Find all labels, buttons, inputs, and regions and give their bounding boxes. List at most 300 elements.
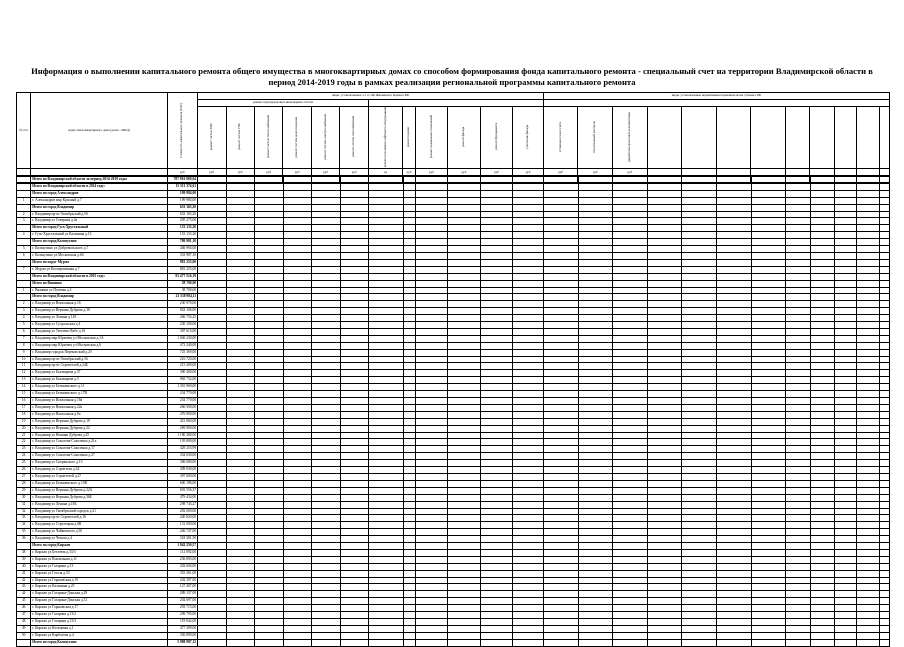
row-number: 2 bbox=[17, 301, 31, 308]
row-cell bbox=[255, 197, 283, 204]
row-cell bbox=[879, 349, 889, 356]
row-cell bbox=[198, 473, 226, 480]
row-cell bbox=[340, 460, 368, 467]
row-cell bbox=[340, 252, 368, 259]
row-cell bbox=[415, 190, 448, 197]
row-cell bbox=[480, 308, 513, 315]
row-cell bbox=[403, 473, 415, 480]
row-cell bbox=[751, 391, 786, 398]
table-row bbox=[17, 384, 890, 391]
row-cell bbox=[448, 453, 481, 460]
row-cell bbox=[255, 605, 283, 612]
row-cell bbox=[578, 570, 613, 577]
row-cell bbox=[513, 315, 544, 322]
row-cell bbox=[403, 363, 415, 370]
header-col: ремонт систем ХВС bbox=[198, 106, 226, 169]
row-cell bbox=[613, 349, 648, 356]
row-cell bbox=[448, 328, 481, 335]
row-cell bbox=[543, 453, 578, 460]
header-unit: руб bbox=[226, 169, 254, 176]
row-cell bbox=[857, 494, 879, 501]
row-address: г. Киржач ул Гагарина д.13 bbox=[31, 563, 167, 570]
row-cell bbox=[810, 197, 834, 204]
row-cell bbox=[879, 556, 889, 563]
row-cell bbox=[578, 398, 613, 405]
row-cell bbox=[751, 322, 786, 329]
row-cell bbox=[543, 342, 578, 349]
row-cell bbox=[283, 308, 311, 315]
row-cell bbox=[415, 183, 448, 190]
row-cell bbox=[647, 480, 682, 487]
table-row bbox=[17, 501, 890, 508]
row-cell bbox=[368, 584, 403, 591]
row-cell bbox=[786, 266, 810, 273]
row-cell bbox=[810, 625, 834, 632]
row-cell bbox=[368, 522, 403, 529]
row-cell bbox=[834, 612, 856, 619]
row-cell bbox=[368, 294, 403, 301]
row-cell bbox=[513, 411, 544, 418]
row-cell bbox=[751, 425, 786, 432]
row-cell bbox=[879, 183, 889, 190]
row-cell bbox=[283, 619, 311, 626]
row-cell bbox=[403, 328, 415, 335]
row-cell bbox=[448, 183, 481, 190]
row-number bbox=[17, 239, 31, 246]
row-cell bbox=[716, 425, 751, 432]
row-cell bbox=[255, 232, 283, 239]
row-cell bbox=[613, 391, 648, 398]
row-cell bbox=[716, 356, 751, 363]
row-cell bbox=[480, 570, 513, 577]
row-cell bbox=[415, 473, 448, 480]
table-header bbox=[16, 92, 890, 183]
header-unit: руб bbox=[283, 169, 311, 176]
row-number: 9 bbox=[17, 349, 31, 356]
row-number: 8 bbox=[17, 342, 31, 349]
row-cell bbox=[283, 563, 311, 570]
row-cell bbox=[879, 411, 889, 418]
row-cell bbox=[198, 501, 226, 508]
row-cell bbox=[834, 556, 856, 563]
row-cell bbox=[255, 308, 283, 315]
row-cell bbox=[448, 411, 481, 418]
row-cell bbox=[513, 529, 544, 536]
row-cell bbox=[716, 522, 751, 529]
row-cell bbox=[255, 529, 283, 536]
row-cell bbox=[879, 322, 889, 329]
row-cell bbox=[834, 515, 856, 522]
row-number: 21 bbox=[17, 432, 31, 439]
row-cell bbox=[682, 522, 717, 529]
row-cell bbox=[578, 480, 613, 487]
row-cell bbox=[647, 577, 682, 584]
row-cell bbox=[403, 349, 415, 356]
row-cell bbox=[255, 411, 283, 418]
row-cell bbox=[834, 232, 856, 239]
row-cell bbox=[255, 508, 283, 515]
row-cell bbox=[682, 377, 717, 384]
row-address: Итого по Вязники bbox=[31, 280, 167, 287]
row-cell bbox=[647, 349, 682, 356]
table-row bbox=[17, 377, 890, 384]
row-cell bbox=[403, 460, 415, 467]
row-cell bbox=[513, 577, 544, 584]
row-cell bbox=[786, 446, 810, 453]
row-cell bbox=[810, 577, 834, 584]
row-number: 14 bbox=[17, 384, 31, 391]
row-cell bbox=[448, 522, 481, 529]
row-cell bbox=[283, 432, 311, 439]
row-cell bbox=[513, 453, 544, 460]
row-cell bbox=[786, 612, 810, 619]
row-cell bbox=[613, 308, 648, 315]
row-cell bbox=[647, 536, 682, 543]
row-cell bbox=[513, 349, 544, 356]
row-total-cost: 479 434,00 bbox=[167, 494, 198, 501]
row-cell bbox=[613, 639, 648, 646]
row-cell bbox=[751, 411, 786, 418]
row-cell bbox=[810, 377, 834, 384]
row-cell bbox=[283, 487, 311, 494]
header-col bbox=[716, 106, 751, 169]
row-cell bbox=[403, 308, 415, 315]
table-row bbox=[17, 322, 890, 329]
row-cell bbox=[448, 639, 481, 646]
row-cell bbox=[340, 294, 368, 301]
row-cell bbox=[403, 494, 415, 501]
row-cell bbox=[682, 204, 717, 211]
row-cell bbox=[255, 294, 283, 301]
row-number: 41 bbox=[17, 570, 31, 577]
row-cell bbox=[283, 211, 311, 218]
row-cell bbox=[480, 377, 513, 384]
row-cell bbox=[786, 453, 810, 460]
row-cell bbox=[340, 467, 368, 474]
row-cell bbox=[834, 446, 856, 453]
row-cell bbox=[543, 536, 578, 543]
row-cell bbox=[448, 473, 481, 480]
row-cell bbox=[368, 501, 403, 508]
table-row bbox=[17, 584, 890, 591]
row-cell bbox=[716, 467, 751, 474]
row-cell bbox=[578, 556, 613, 563]
row-cell bbox=[751, 480, 786, 487]
row-cell bbox=[716, 619, 751, 626]
row-cell bbox=[415, 349, 448, 356]
row-total-cost: 153 133,20 bbox=[167, 232, 198, 239]
row-cell bbox=[716, 308, 751, 315]
row-number: 5 bbox=[17, 322, 31, 329]
row-cell bbox=[857, 639, 879, 646]
row-cell bbox=[513, 225, 544, 232]
row-cell bbox=[716, 328, 751, 335]
header-address: Адрес многоквартирного дома (далее - МКД) bbox=[31, 93, 167, 169]
row-cell bbox=[368, 536, 403, 543]
row-cell bbox=[834, 494, 856, 501]
row-cell bbox=[415, 287, 448, 294]
row-cell bbox=[480, 446, 513, 453]
row-cell bbox=[513, 598, 544, 605]
row-total-cost: 309 930,00 bbox=[167, 467, 198, 474]
row-cell bbox=[578, 543, 613, 550]
row-cell bbox=[834, 508, 856, 515]
row-cell bbox=[647, 632, 682, 639]
row-cell bbox=[613, 598, 648, 605]
row-cell bbox=[448, 294, 481, 301]
row-cell bbox=[480, 425, 513, 432]
row-cell bbox=[613, 453, 648, 460]
row-cell bbox=[226, 239, 254, 246]
row-cell bbox=[415, 239, 448, 246]
row-cell bbox=[415, 515, 448, 522]
row-cell bbox=[480, 584, 513, 591]
row-cell bbox=[403, 356, 415, 363]
row-cell bbox=[543, 425, 578, 432]
row-cell bbox=[226, 439, 254, 446]
row-cell bbox=[879, 473, 889, 480]
row-cell bbox=[198, 605, 226, 612]
row-cell bbox=[415, 322, 448, 329]
row-cell bbox=[368, 335, 403, 342]
row-cell bbox=[879, 432, 889, 439]
row-cell bbox=[786, 584, 810, 591]
row-address: г. Муром ул Кооперативная д.7 bbox=[31, 266, 167, 273]
row-cell bbox=[751, 183, 786, 190]
row-cell bbox=[543, 460, 578, 467]
row-cell bbox=[578, 211, 613, 218]
row-cell bbox=[255, 591, 283, 598]
row-total-cost: 230 970,00 bbox=[167, 301, 198, 308]
row-cell bbox=[312, 446, 340, 453]
row-cell bbox=[283, 363, 311, 370]
row-cell bbox=[513, 487, 544, 494]
row-cell bbox=[403, 391, 415, 398]
row-cell bbox=[578, 418, 613, 425]
row-cell bbox=[682, 639, 717, 646]
row-cell bbox=[834, 391, 856, 398]
row-cell bbox=[480, 356, 513, 363]
row-cell bbox=[682, 211, 717, 218]
row-cell bbox=[834, 218, 856, 225]
header-col: утепление фасада bbox=[513, 106, 544, 169]
row-cell bbox=[415, 259, 448, 266]
row-cell bbox=[751, 225, 786, 232]
row-cell bbox=[312, 480, 340, 487]
row-cell bbox=[340, 563, 368, 570]
row-cell bbox=[810, 494, 834, 501]
row-cell bbox=[226, 522, 254, 529]
row-cell bbox=[578, 294, 613, 301]
row-cell bbox=[448, 418, 481, 425]
row-total-cost: 202 697,00 bbox=[167, 598, 198, 605]
row-cell bbox=[786, 549, 810, 556]
row-cell bbox=[879, 425, 889, 432]
row-cell bbox=[879, 508, 889, 515]
row-cell bbox=[312, 335, 340, 342]
row-cell bbox=[415, 197, 448, 204]
header-unit bbox=[785, 169, 809, 176]
row-cell bbox=[613, 232, 648, 239]
header-unit: руб bbox=[340, 169, 368, 176]
row-cell bbox=[786, 480, 810, 487]
row-cell bbox=[448, 384, 481, 391]
row-cell bbox=[312, 349, 340, 356]
row-cell bbox=[340, 301, 368, 308]
row-cell bbox=[198, 211, 226, 218]
row-cell bbox=[543, 480, 578, 487]
row-cell bbox=[543, 446, 578, 453]
row-cell bbox=[786, 211, 810, 218]
row-cell bbox=[682, 322, 717, 329]
row-cell bbox=[283, 591, 311, 598]
header-unit: руб bbox=[415, 169, 448, 176]
row-cell bbox=[415, 487, 448, 494]
row-cell bbox=[198, 536, 226, 543]
row-cell bbox=[340, 619, 368, 626]
row-cell bbox=[543, 625, 578, 632]
row-cell bbox=[368, 177, 403, 184]
row-cell bbox=[255, 467, 283, 474]
header-col: разработка проектной документации bbox=[613, 106, 648, 169]
row-cell bbox=[543, 612, 578, 619]
row-cell bbox=[403, 522, 415, 529]
table-row bbox=[17, 619, 890, 626]
row-cell bbox=[682, 501, 717, 508]
row-cell bbox=[786, 515, 810, 522]
row-cell bbox=[751, 501, 786, 508]
row-cell bbox=[312, 218, 340, 225]
row-cell bbox=[857, 570, 879, 577]
row-cell bbox=[578, 549, 613, 556]
table-row bbox=[17, 432, 890, 439]
row-cell bbox=[198, 432, 226, 439]
row-cell bbox=[340, 446, 368, 453]
header-col: ремонт крыши bbox=[403, 106, 415, 169]
table-row bbox=[17, 453, 890, 460]
row-cell bbox=[543, 322, 578, 329]
row-cell bbox=[543, 384, 578, 391]
row-cell bbox=[786, 328, 810, 335]
row-address: г. Владимир ул Вокзальная д.16 bbox=[31, 301, 167, 308]
row-cell bbox=[682, 598, 717, 605]
row-cell bbox=[543, 522, 578, 529]
row-cell bbox=[578, 363, 613, 370]
row-cell bbox=[857, 349, 879, 356]
row-cell bbox=[448, 632, 481, 639]
row-cell bbox=[283, 315, 311, 322]
row-cell bbox=[543, 543, 578, 550]
row-cell bbox=[283, 536, 311, 543]
row-cell bbox=[834, 543, 856, 550]
row-cell bbox=[716, 570, 751, 577]
row-cell bbox=[255, 501, 283, 508]
row-cell bbox=[857, 252, 879, 259]
row-cell bbox=[226, 384, 254, 391]
row-cell bbox=[578, 266, 613, 273]
row-cell bbox=[879, 501, 889, 508]
row-cell bbox=[480, 391, 513, 398]
row-cell bbox=[198, 591, 226, 598]
row-cell bbox=[857, 411, 879, 418]
row-cell bbox=[312, 425, 340, 432]
table-row bbox=[17, 480, 890, 487]
row-cell bbox=[283, 377, 311, 384]
row-cell bbox=[283, 294, 311, 301]
row-cell bbox=[198, 301, 226, 308]
row-cell bbox=[283, 584, 311, 591]
row-address: г. Владимир ул Сперанского д.13 bbox=[31, 460, 167, 467]
row-cell bbox=[543, 439, 578, 446]
row-address: г. Киржач ул Гагарина-Донская д.29 bbox=[31, 591, 167, 598]
row-cell bbox=[226, 570, 254, 577]
table-row bbox=[17, 308, 890, 315]
row-cell bbox=[255, 639, 283, 646]
header-col: ремонт систем ГВС bbox=[226, 106, 254, 169]
row-address: г. Владимир городок Перекопский д.25 bbox=[31, 349, 167, 356]
table-row bbox=[17, 467, 890, 474]
row-cell bbox=[368, 225, 403, 232]
row-cell bbox=[751, 473, 786, 480]
row-cell bbox=[403, 384, 415, 391]
row-cell bbox=[283, 480, 311, 487]
row-cell bbox=[786, 315, 810, 322]
row-cell bbox=[786, 349, 810, 356]
row-address: г. Владимир пр-кт Строителей д.24Б bbox=[31, 363, 167, 370]
row-cell bbox=[786, 467, 810, 474]
row-cell bbox=[368, 632, 403, 639]
row-cell bbox=[255, 536, 283, 543]
row-cell bbox=[255, 570, 283, 577]
row-cell bbox=[879, 515, 889, 522]
row-cell bbox=[448, 356, 481, 363]
row-cell bbox=[682, 487, 717, 494]
row-cell bbox=[198, 446, 226, 453]
row-cell bbox=[879, 204, 889, 211]
row-cell bbox=[786, 287, 810, 294]
row-cell bbox=[480, 190, 513, 197]
row-cell bbox=[834, 342, 856, 349]
row-cell bbox=[857, 487, 879, 494]
row-cell bbox=[647, 239, 682, 246]
row-total-cost: 215 409,00 bbox=[167, 363, 198, 370]
table-row bbox=[17, 570, 890, 577]
row-cell bbox=[543, 605, 578, 612]
row-cell bbox=[480, 273, 513, 280]
row-cell bbox=[283, 625, 311, 632]
row-cell bbox=[543, 501, 578, 508]
row-cell bbox=[647, 556, 682, 563]
row-cell bbox=[340, 605, 368, 612]
row-cell bbox=[283, 204, 311, 211]
row-cell bbox=[682, 515, 717, 522]
row-cell bbox=[513, 259, 544, 266]
row-address: г. Владимир ул Октябрьский городок д.21 bbox=[31, 508, 167, 515]
row-cell bbox=[578, 356, 613, 363]
row-cell bbox=[613, 335, 648, 342]
row-cell bbox=[226, 301, 254, 308]
row-cell bbox=[283, 197, 311, 204]
row-cell bbox=[613, 605, 648, 612]
row-cell bbox=[283, 342, 311, 349]
row-cell bbox=[857, 363, 879, 370]
row-cell bbox=[613, 287, 648, 294]
row-cell bbox=[226, 294, 254, 301]
row-number bbox=[17, 259, 31, 266]
row-cell bbox=[480, 183, 513, 190]
row-cell bbox=[647, 273, 682, 280]
row-cell bbox=[198, 453, 226, 460]
